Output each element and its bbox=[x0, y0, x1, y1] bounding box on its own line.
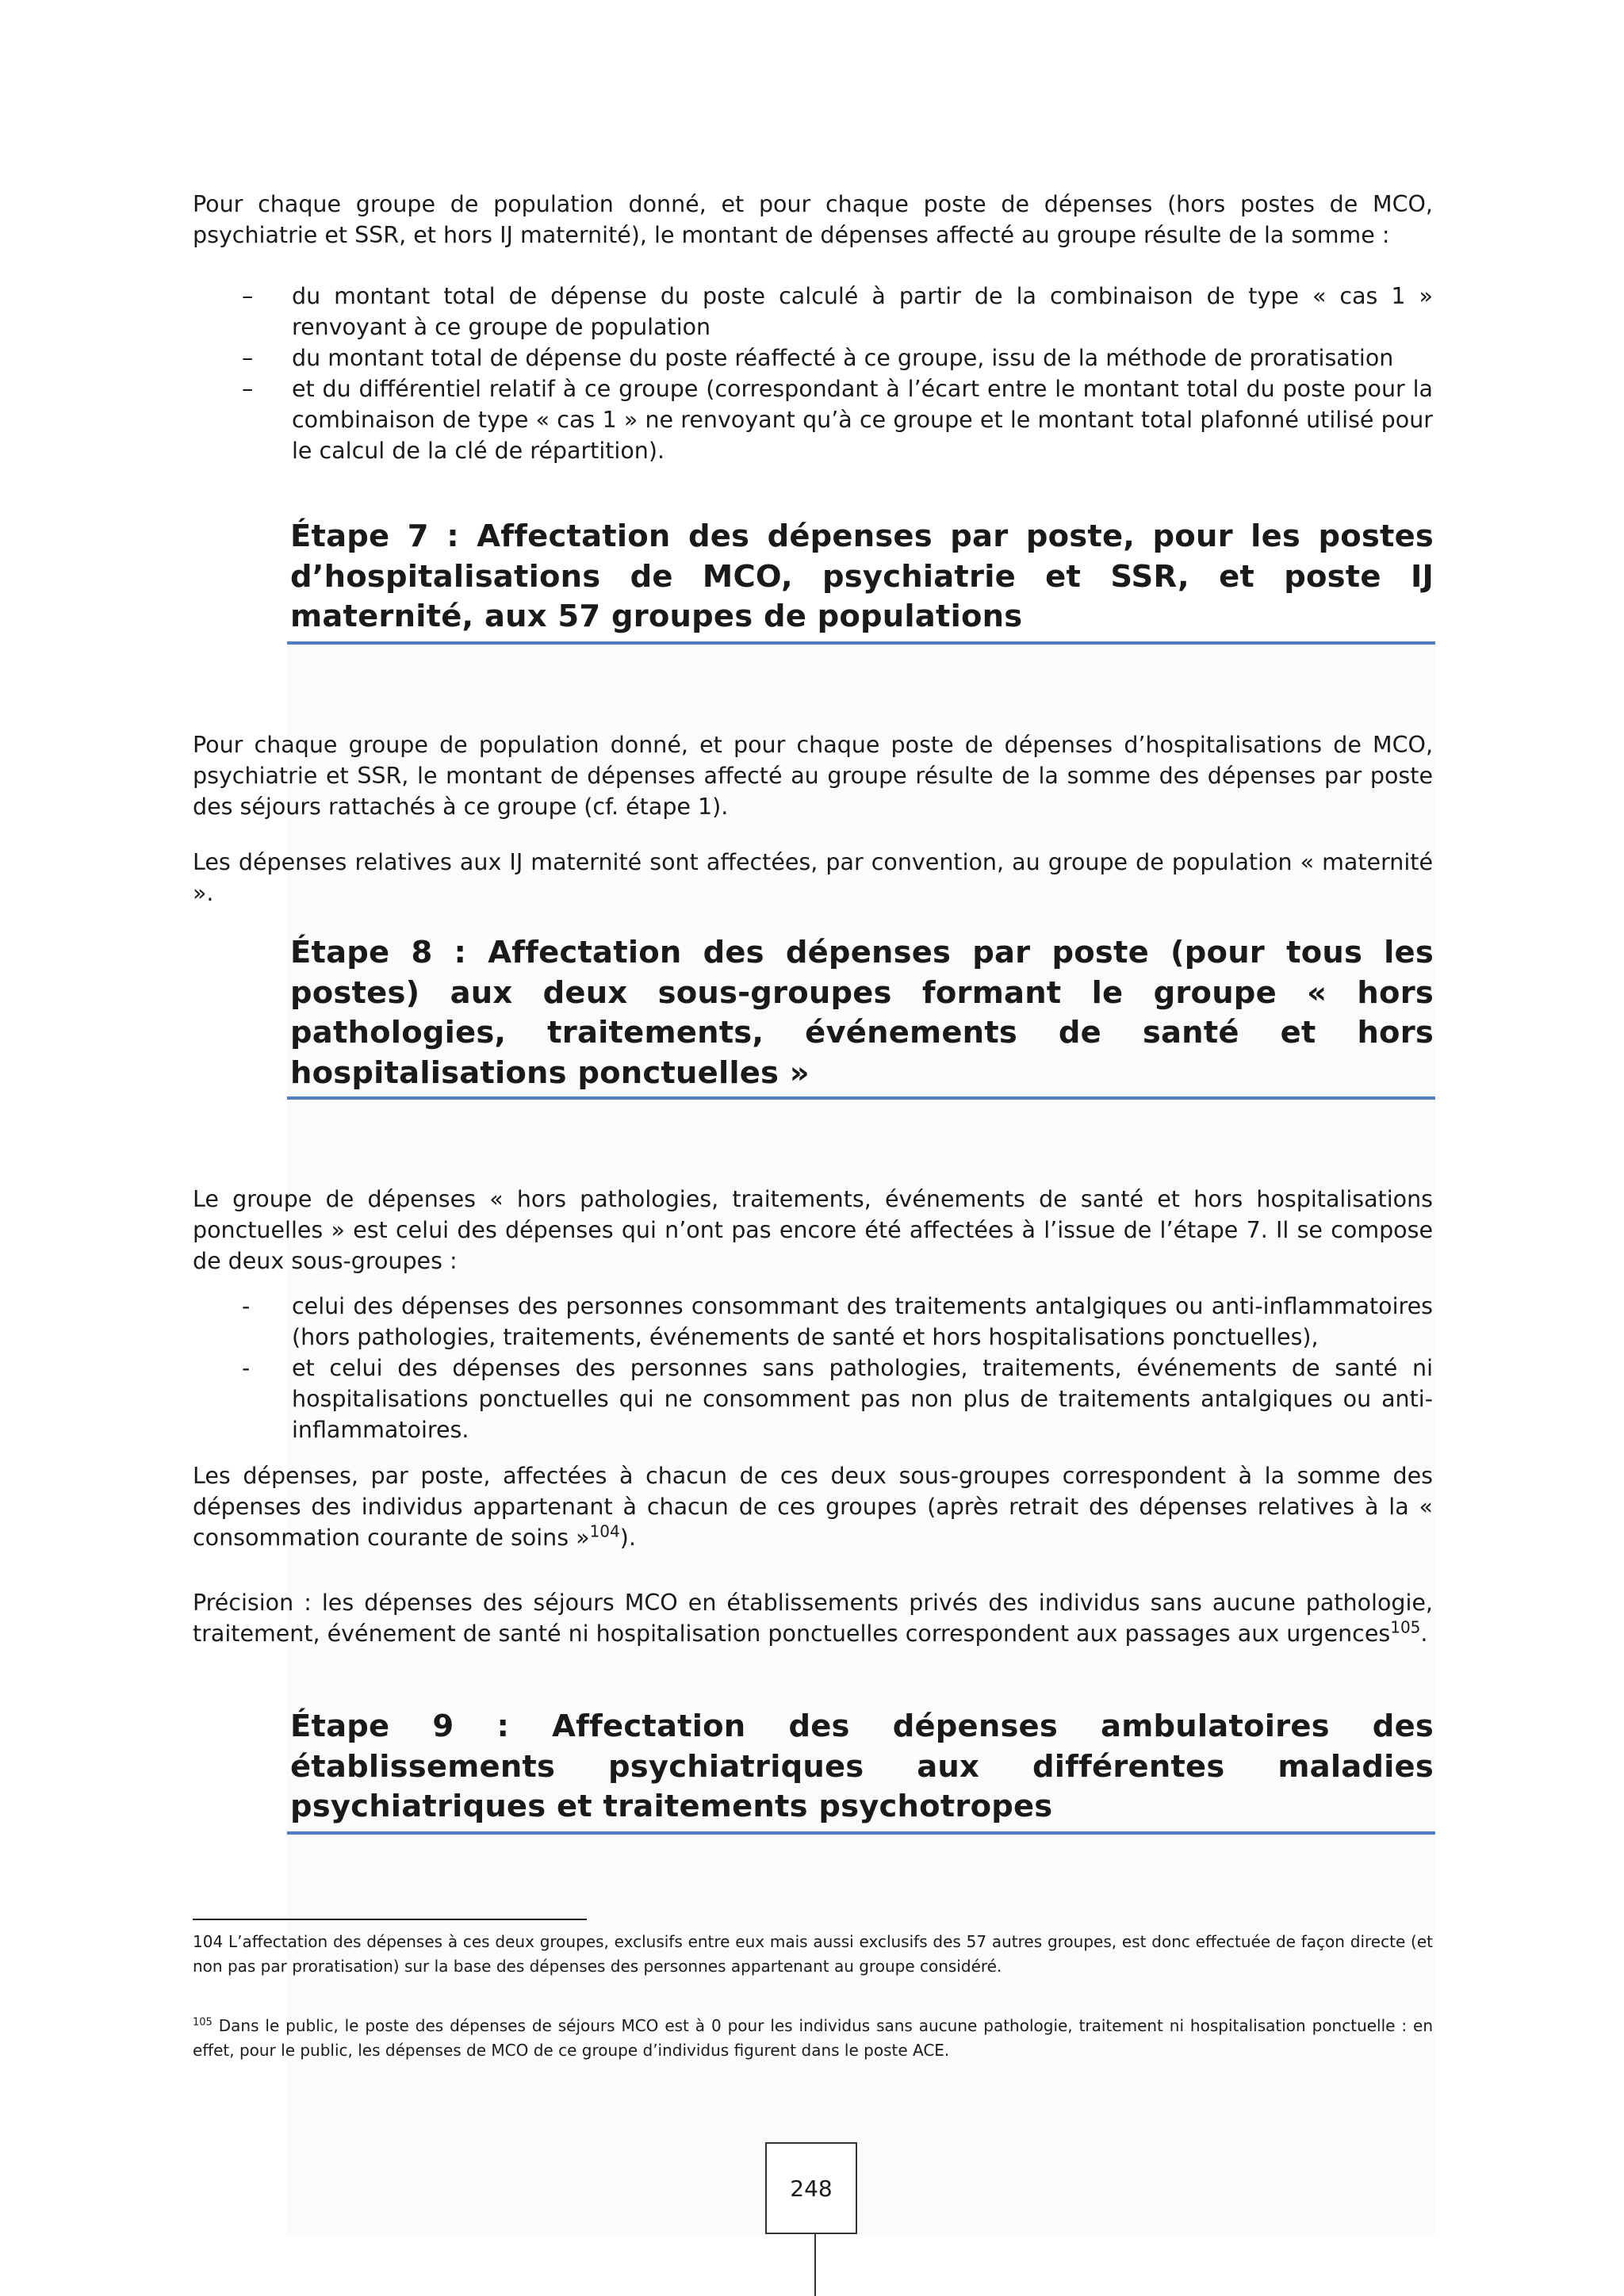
list-item-text: du montant total de dépense du poste calculé à partir de la combinaison de type « cas 1 » renvoyant à ce groupe de population bbox=[292, 283, 1433, 340]
heading-etape-9: Étape 9 : Affectation des dépenses ambulatoires des établissements psychiatriques aux différentes maladies psychiatriques et traitements psychotropes bbox=[290, 1709, 1434, 1824]
heading-etape-8: Étape 8 : Affectation des dépenses par poste (pour tous les postes) aux deux sous-groupes formant le groupe « hors pathologies, traitements, événements de santé et hors hospitalisations ponctuelles » bbox=[290, 935, 1434, 1091]
footnote-ref-105[interactable]: 105 bbox=[1390, 1617, 1421, 1637]
footnote-text: Dans le public, le poste des dépenses de séjours MCO est à 0 pour les individus sans aucune pathologie, traitement ni hospitalisation ponctuelle : en effet, pour le public, les dépenses de MCO de ce groupe d’individus figurent dans le poste ACE. bbox=[193, 2016, 1433, 2060]
list-item bbox=[193, 281, 1433, 342]
footnote-104: 104 L’affectation des dépenses à ces deux groupes, exclusifs entre eux mais aussi exclusifs des 57 autres groupes, est donc effectuée de façon directe (et non pas par proratisation) sur la base des dépenses des personnes appartenant au groupe considéré. bbox=[193, 1932, 1433, 1976]
list-item bbox=[193, 342, 1433, 373]
sum-components-list bbox=[193, 281, 1433, 466]
list-item-text: et celui des dépenses des personnes sans pathologies, traitements, événements de santé ni hospitalisations ponctuelles qui ne consomment pas non plus de traitements antalgiques ou anti-inflammatoires. bbox=[292, 1355, 1433, 1443]
list-marker: - bbox=[242, 1355, 251, 1381]
heading-rule bbox=[287, 1831, 1435, 1835]
sub-groups-expenses-paragraph bbox=[193, 1460, 1433, 1553]
list-item bbox=[193, 1353, 1433, 1445]
precision-paragraph bbox=[193, 1587, 1433, 1649]
list-item-text: et du différentiel relatif à ce groupe (correspondant à l’écart entre le montant total du poste pour la combinaison de type « cas 1 » ne renvoyant qu’à ce groupe et le montant total plafonné utilisé pour le calcul de la clé de répartition). bbox=[292, 376, 1433, 464]
intro-paragraph: Pour chaque groupe de population donné, et pour chaque poste de dépenses (hors postes de MCO, psychiatrie et SSR, et hors IJ maternité), le montant de dépenses affecté au groupe résulte de la somme : bbox=[193, 191, 1433, 248]
list-item-text: celui des dépenses des personnes consommant des traitements antalgiques ou anti-inflammatoires (hors pathologies, traitements, événements de santé et hors hospitalisations ponctuelles), bbox=[292, 1293, 1433, 1350]
heading-rule bbox=[287, 641, 1435, 645]
page-number-box bbox=[765, 2142, 857, 2234]
heading-rule bbox=[287, 1096, 1435, 1100]
etape-7-paragraph: Pour chaque groupe de population donné, et pour chaque poste de dépenses d’hospitalisations de MCO, psychiatrie et SSR, le montant de dépenses affecté au groupe résulte de la somme des dépenses par poste des séjours rattachés à ce groupe (cf. étape 1). bbox=[193, 732, 1433, 820]
list-marker: – bbox=[242, 283, 254, 309]
list-marker: – bbox=[242, 376, 254, 402]
list-item bbox=[193, 1291, 1433, 1353]
list-marker: – bbox=[242, 345, 254, 371]
footnote-105 bbox=[193, 2014, 1433, 2063]
list-marker: - bbox=[242, 1293, 251, 1319]
sentence-end: . bbox=[1420, 1621, 1428, 1647]
list-item bbox=[193, 373, 1433, 466]
precision-text: Précision : les dépenses des séjours MCO en établissements privés des individus sans aucune pathologie, traitement, événement de santé ni hospitalisation ponctuelles correspondent aux passages aux urgences bbox=[193, 1590, 1433, 1647]
page-number: 248 bbox=[790, 2175, 833, 2202]
sub-groups-expenses-text: Les dépenses, par poste, affectées à chacun de ces deux sous-groupes correspondent à la somme des dépenses des individus appartenant à chacun de ces groupes (après retrait des dépenses relatives à la « consommation courante de soins » bbox=[193, 1463, 1433, 1551]
etape-8-paragraph: Le groupe de dépenses « hors pathologies, traitements, événements de santé et hors hospitalisations ponctuelles » est celui des dépenses qui n’ont pas encore été affectées à l’issue de l’étape 7. Il se compose de deux sous-groupes : bbox=[193, 1186, 1433, 1274]
list-item-text: du montant total de dépense du poste réaffecté à ce groupe, issu de la méthode de proratisation bbox=[292, 345, 1394, 371]
page-number-connector bbox=[814, 2234, 816, 2296]
footnote-ref-104[interactable]: 104 bbox=[589, 1521, 620, 1541]
footnote-separator bbox=[193, 1919, 587, 1920]
sub-groups-list bbox=[193, 1291, 1433, 1445]
footnote-number: 105 bbox=[193, 2016, 213, 2029]
sentence-end: ). bbox=[619, 1525, 636, 1551]
heading-etape-7: Étape 7 : Affectation des dépenses par poste, pour les postes d’hospitalisations de MCO, psychiatrie et SSR, et poste IJ maternité, aux 57 groupes de populations bbox=[290, 519, 1434, 634]
ij-maternite-paragraph: Les dépenses relatives aux IJ maternité sont affectées, par convention, au groupe de population « maternité ». bbox=[193, 849, 1433, 906]
